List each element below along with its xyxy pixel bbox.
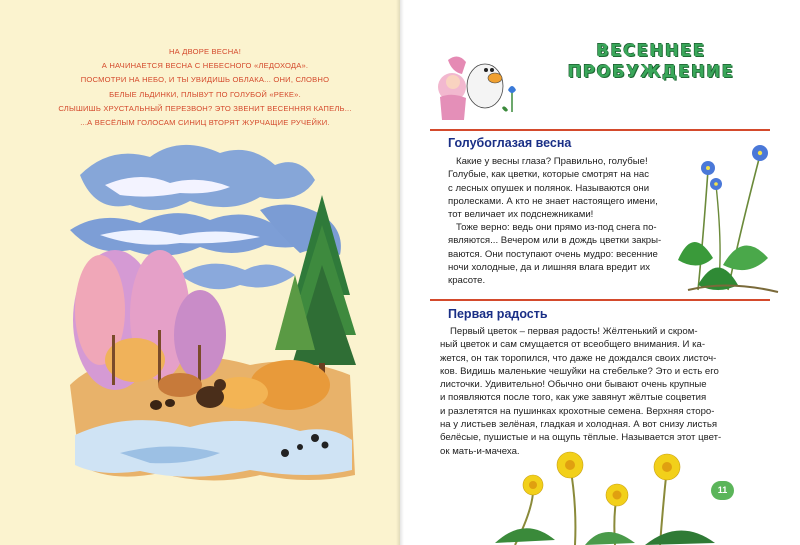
spring-forest-illustration <box>60 135 360 495</box>
section1-paragraph2 <box>448 221 661 287</box>
text-line: с лесных опушек и полянок. Называются они <box>448 182 650 194</box>
poem-line: БЕЛЫЕ ЛЬДИНКИ, ПЛЫВУТ ПО ГОЛУБОЙ «РЕКЕ». <box>109 89 301 99</box>
text-line: ок мать-и-мачеха. <box>440 445 520 457</box>
section2-paragraph <box>440 325 721 458</box>
text-line: Голубые, как цветки, которые смотрят на нас <box>448 169 650 181</box>
text-line: Какие у весны глаза? Правильно, голубые! <box>456 156 648 167</box>
section2-heading: Первая радость <box>448 307 548 321</box>
coltsfoot-flower-illustration <box>495 445 720 545</box>
page-number-badge: 11 <box>711 481 734 500</box>
text-line: красоте. <box>448 275 486 287</box>
text-line: ночи холодные, да и лишняя влага вредит их <box>448 261 651 273</box>
section-divider <box>430 299 770 301</box>
page-title-line2: ПРОБУЖДЕНИЕ <box>567 62 735 81</box>
text-line: на у листьев зелёная, гладкая и холодная. А вот снизу листья <box>440 419 718 431</box>
poem-line: СЛЫШИШЬ ХРУСТАЛЬНЫЙ ПЕРЕЗВОН? ЭТО ЗВЕНИТ ВЕСЕННЯЯ КАПЕЛЬ... <box>58 103 352 113</box>
text-line: и появляются после того, как уже завянут жёлтые соцветия <box>440 392 707 404</box>
poem-line: ПОСМОТРИ НА НЕБО, И ТЫ УВИДИШЬ ОБЛАКА... ОНИ, СЛОВНО <box>80 75 330 85</box>
text-line: листочки. Удивительно! Обычно они бывают очень крупные <box>440 379 707 391</box>
book-fold <box>396 0 404 545</box>
text-line: ков. Видишь маленькие чешуйки на стебельке? Это и есть его <box>440 365 719 377</box>
intro-poem <box>40 45 370 130</box>
gnome-and-white-dog-mascot <box>430 52 530 122</box>
text-line: тот величает их подснежниками! <box>448 209 594 221</box>
text-line: Первый цветок – первая радость! Жёлтенький и скром- <box>450 326 698 337</box>
text-line: являются... Вечером или в дождь цветки закры- <box>448 235 662 247</box>
text-line: пролесками. А кто не знает настоящего имени, <box>448 195 658 207</box>
page-title-line1: ВЕСЕННЕЕ <box>596 41 706 60</box>
text-line: ваются. Они поступают очень мудро: весенние <box>448 248 658 260</box>
poem-line: НА ДВОРЕ ВЕСНА! <box>168 47 242 56</box>
text-line: жется, он так торопился, что даже не дождался своих листоч- <box>440 352 717 364</box>
blue-liverwort-flower-illustration <box>668 140 788 300</box>
text-line: и разлетятся на пушинках крохотные семена. Верхняя сторо- <box>440 405 715 417</box>
page-title <box>562 40 740 82</box>
section1-heading: Голубоглазая весна <box>448 136 572 150</box>
poem-line: ...А ВЕСЁЛЫМ ГОЛОСАМ СИНИЦ ВТОРЯТ ЖУРЧАЩИЕ РУЧЕЙКИ. <box>80 118 330 128</box>
section1-paragraph1 <box>448 155 658 221</box>
text-line: белёсые, пушистые и на ощупь тёплые. Называется этот цвет- <box>440 432 722 444</box>
text-line: Тоже верно: ведь они прямо из-под снега по- <box>456 222 657 233</box>
text-line: ный цветок и сам смущается от всеобщего внимания. И ка- <box>440 339 706 351</box>
section-divider <box>430 129 770 131</box>
poem-line: А НАЧИНАЕТСЯ ВЕСНА С НЕБЕСНОГО «ЛЕДОХОДА». <box>101 61 309 71</box>
